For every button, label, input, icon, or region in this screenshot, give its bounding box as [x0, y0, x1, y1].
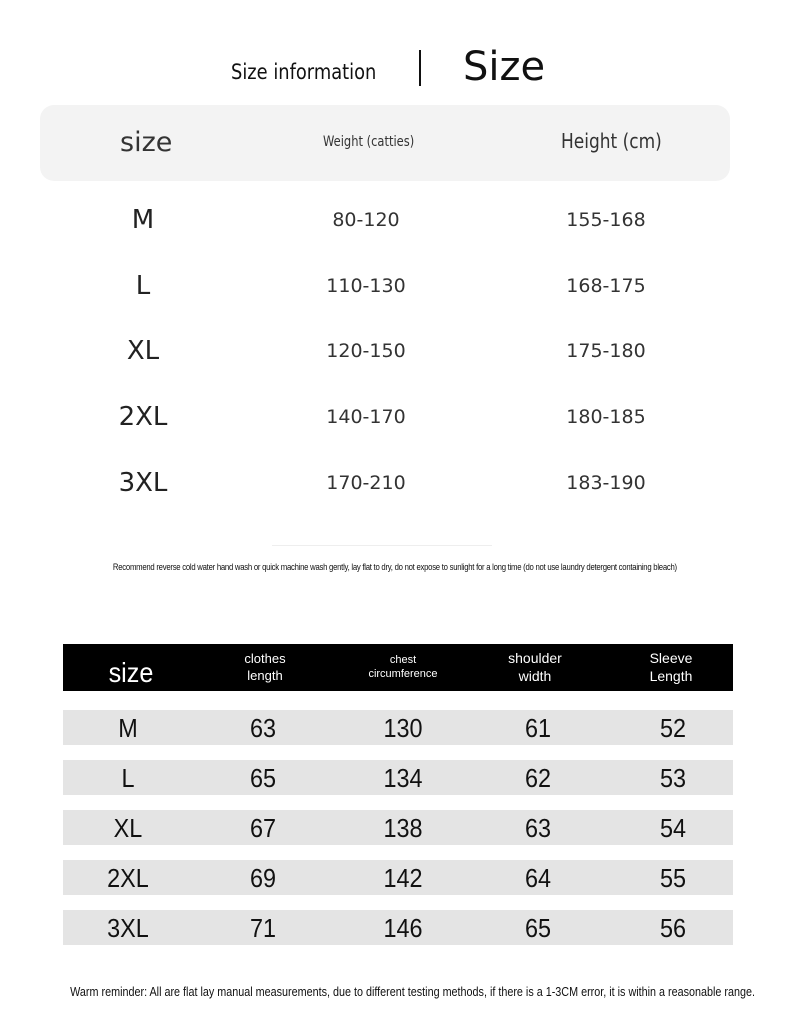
weight-cell: 140-170	[326, 406, 406, 429]
header-shoulder-line1: shoulder	[508, 650, 562, 666]
table-row	[0, 385, 789, 451]
table-row	[63, 910, 733, 945]
size-cell: M	[131, 205, 155, 235]
size-cell: XL	[113, 813, 143, 843]
length-cell: 71	[249, 913, 277, 943]
sleeve-cell: 53	[659, 763, 687, 793]
size-cell: 2XL	[107, 863, 149, 893]
chest-cell: 134	[383, 763, 423, 793]
sleeve-cell: 56	[659, 913, 687, 943]
height-cell: 168-175	[566, 274, 646, 297]
header-shoulder-line2: width	[518, 667, 552, 684]
weight-cell: 170-210	[326, 471, 406, 494]
size-cell: XL	[126, 336, 160, 367]
table-row	[0, 188, 789, 254]
care-instructions-text: Recommend reverse cold water hand wash or quick machine wash gently, lay flat to dry, do not expose to sunlight for a long time (do not use laundry detergent containing bleach)	[112, 562, 677, 572]
table-row	[63, 810, 733, 845]
header-weight: Weight (catties)	[323, 134, 415, 150]
chest-cell: 138	[383, 813, 423, 843]
measurement-header-row	[63, 644, 733, 691]
sleeve-cell: 55	[659, 863, 687, 893]
size-title: Size	[463, 44, 546, 90]
table-row	[0, 319, 789, 385]
height-cell: 183-190	[566, 471, 646, 494]
header-clothes-length	[215, 644, 315, 691]
weight-cell: 120-150	[326, 340, 406, 363]
header-chest-line1: chest	[389, 653, 417, 666]
header-size	[95, 644, 167, 691]
header-shoulder-width	[485, 644, 585, 691]
page-header	[0, 44, 789, 94]
header-clothes-length-line1: clothes	[244, 651, 286, 667]
size-cell: 3XL	[118, 467, 168, 498]
weight-cell: 80-120	[332, 209, 400, 231]
size-cell: L	[121, 763, 135, 793]
size-cell: L	[135, 270, 151, 301]
shoulder-cell: 64	[524, 863, 552, 893]
height-cell: 155-168	[566, 209, 646, 231]
warm-reminder	[0, 984, 789, 999]
warm-reminder-text: Warm reminder: All are flat lay manual measurements, due to different testing methods, if there is a 1-3CM error, it is within a reasonable range.	[70, 984, 756, 999]
size-chart-body	[0, 188, 789, 516]
length-cell: 69	[249, 863, 277, 893]
shoulder-cell: 65	[524, 913, 552, 943]
shoulder-cell: 63	[524, 813, 552, 843]
height-cell: 180-185	[566, 406, 646, 429]
length-cell: 63	[249, 713, 277, 743]
header-chest-line2: circumference	[368, 667, 438, 680]
weight-cell: 110-130	[326, 274, 406, 297]
header-size: size	[120, 127, 173, 158]
section-divider	[272, 545, 492, 546]
size-cell: 2XL	[118, 402, 168, 433]
header-sleeve-line2: Length	[649, 667, 693, 684]
length-cell: 67	[249, 813, 277, 843]
sleeve-cell: 54	[659, 813, 687, 843]
chest-cell: 130	[383, 713, 423, 743]
header-size-label: size	[108, 657, 154, 688]
header-sleeve-length	[621, 644, 721, 691]
header-chest-circumference	[353, 644, 453, 691]
chest-cell: 146	[383, 913, 423, 943]
table-row	[63, 860, 733, 895]
header-height: Height (cm)	[561, 129, 662, 153]
table-row	[63, 760, 733, 795]
size-cell: 3XL	[107, 913, 149, 943]
chest-cell: 142	[383, 863, 423, 893]
header-divider	[419, 50, 421, 86]
header-sleeve-line1: Sleeve	[649, 650, 693, 666]
sleeve-cell: 52	[659, 713, 687, 743]
size-cell: M	[118, 713, 138, 743]
table-row	[0, 451, 789, 517]
header-clothes-length-line2: length	[247, 667, 283, 683]
shoulder-cell: 61	[524, 713, 552, 743]
shoulder-cell: 62	[524, 763, 552, 793]
size-chart-header-row	[40, 105, 730, 181]
length-cell: 65	[249, 763, 277, 793]
size-information-title: Size information	[231, 60, 377, 84]
height-cell: 175-180	[566, 340, 646, 363]
table-row	[63, 710, 733, 745]
table-row	[0, 254, 789, 320]
care-instructions	[0, 562, 789, 572]
